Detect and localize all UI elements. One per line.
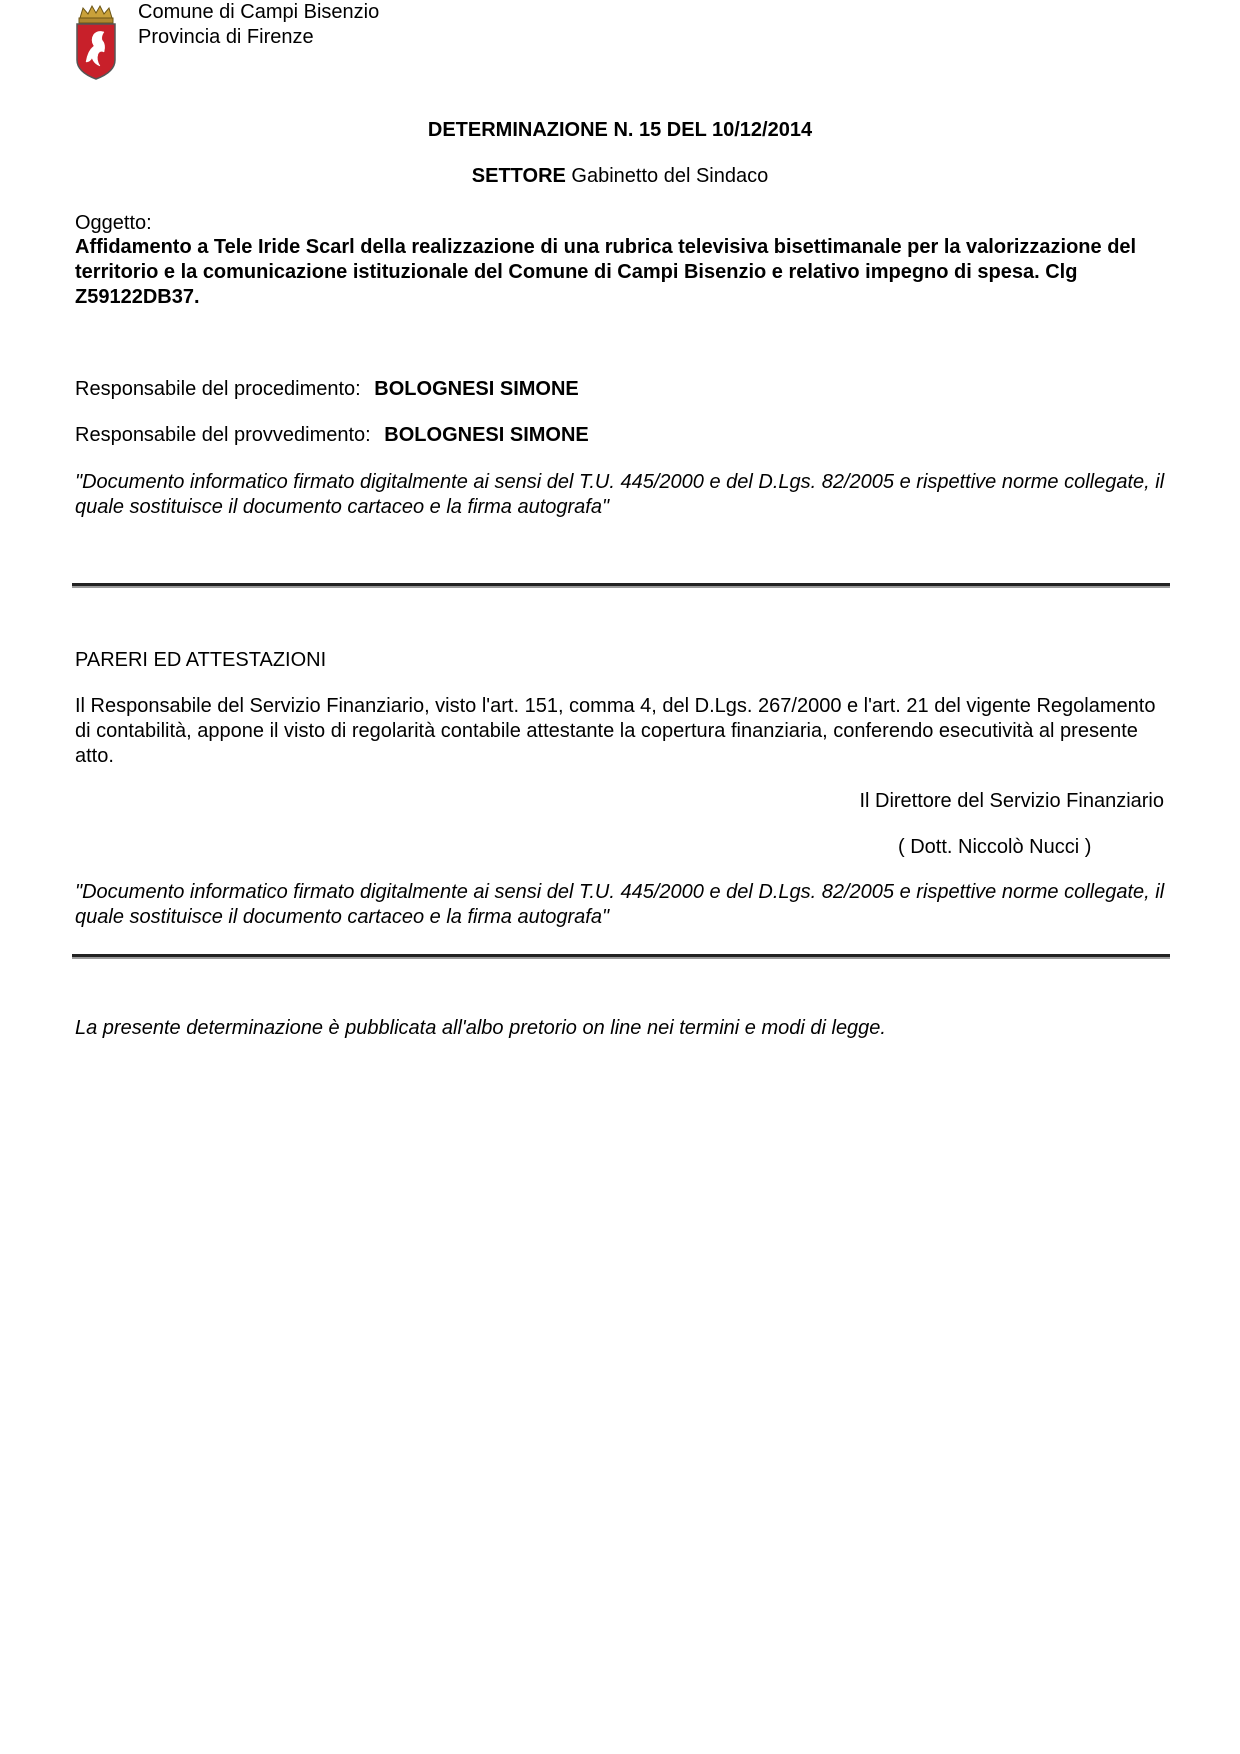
attestazioni-signature-note: "Documento informatico firmato digitalmente ai sensi del T.U. 445/2000 e del D.Lgs. 82/2005 e rispettive norme collegate, il quale sostituisce il documento cartaceo e la firma autografa" [75, 881, 1165, 928]
digital-signature-note: "Documento informatico firmato digitalmente ai sensi del T.U. 445/2000 e del D.Lgs. 82/2005 e rispettive norme collegate, il quale sostituisce il documento cartaceo e la firma autografa" [75, 471, 1165, 518]
attestazioni-text: Il Responsabile del Servizio Finanziario, visto l'art. 151, comma 4, del D.Lgs. 267/2000 e l'art. 21 del vigente Regolamento di contabilità, appone il visto di regolarità contabile attestante la copertura finanziaria, conferendo esecutività al presente atto. [75, 695, 1156, 767]
municipality-name: Comune di Campi Bisenzio [138, 1, 380, 23]
publication-note: La presente determinazione è pubblicata all'albo pretorio on line nei termini e modi di legge. [75, 1017, 886, 1039]
resp-provvedimento-name: BOLOGNESI SIMONE [384, 424, 589, 446]
province-name: Provincia di Firenze [138, 26, 314, 48]
resp-procedimento-name: BOLOGNESI SIMONE [374, 378, 579, 400]
resp-provvedimento-label: Responsabile del provvedimento: [75, 424, 371, 446]
sector-name: Gabinetto del Sindaco [571, 165, 769, 187]
section-divider [72, 583, 1170, 586]
subject-text: Affidamento a Tele Iride Scarl della realizzazione di una rubrica televisiva bisettimanale per la valorizzazione del territorio e la comunicazione istituzionale del Comune di Campi Bisenzio e relativo impegno di spesa. Clg Z59122DB37. [75, 236, 1137, 308]
resp-procedimento-line [75, 378, 579, 401]
header-block [138, 0, 379, 50]
resp-procedimento-label: Responsabile del procedimento: [75, 378, 361, 400]
resp-provvedimento-line [75, 424, 589, 447]
sector-line [0, 165, 1240, 188]
signer-role: Il Direttore del Servizio Finanziario [859, 790, 1164, 812]
subject-label: Oggetto: [75, 212, 152, 234]
coat-of-arms-icon [74, 4, 118, 80]
section-divider [72, 954, 1170, 957]
attestazioni-heading: PARERI ED ATTESTAZIONI [75, 649, 327, 671]
signer-name: ( Dott. Niccolò Nucci ) [898, 836, 1092, 858]
sector-label: SETTORE [471, 165, 566, 187]
document-title: DETERMINAZIONE N. 15 DEL 10/12/2014 [427, 119, 813, 141]
